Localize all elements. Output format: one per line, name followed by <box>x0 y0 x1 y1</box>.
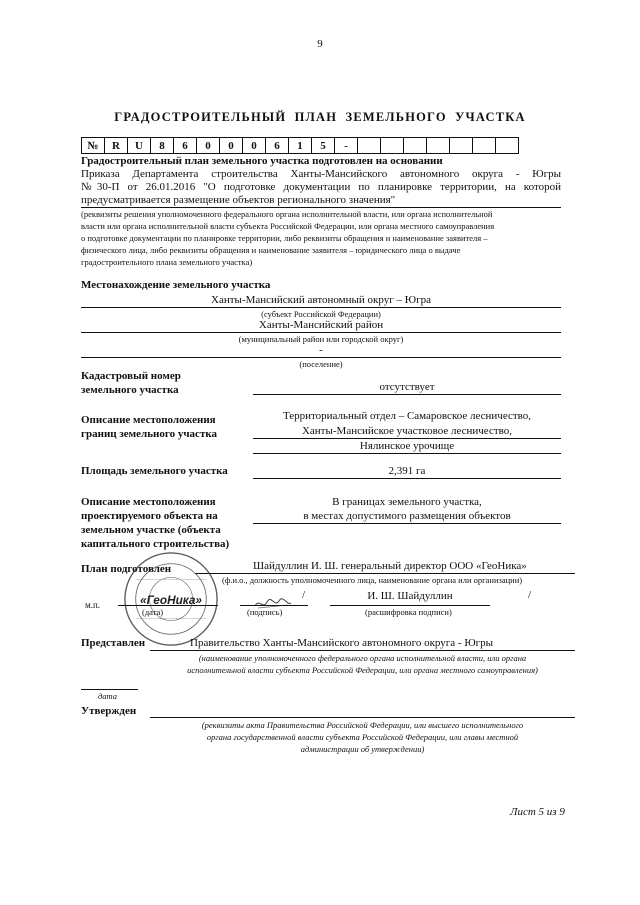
boundaries-value-1: Территориальный отдел – Самаровское лесничество, <box>282 410 532 422</box>
boundaries-label-2: границ земельного участка <box>81 428 218 440</box>
object-line <box>253 523 561 524</box>
cadastral-label-1: Кадастровый номер <box>81 370 181 382</box>
district-line <box>81 332 561 333</box>
plan-number-cell <box>473 138 496 154</box>
plan-number-cell <box>381 138 404 154</box>
subject-line <box>81 307 561 308</box>
approved-note-2: органа государственной власти субъекта Российской Федерации, или главы местной <box>206 732 519 742</box>
prepared-value: Шайдуллин И. Ш. генеральный директор ООО «ГеоНика» <box>253 560 527 572</box>
cadastral-value: отсутствует <box>379 381 435 393</box>
area-line <box>253 478 561 479</box>
boundaries-label-1: Описание местоположения <box>81 414 216 426</box>
location-subject: Ханты-Мансийский автономный округ – Югра <box>211 294 431 306</box>
basis-heading: Градостроительный план земельного участка подготовлен на основании <box>81 155 443 167</box>
cadastral-label-2: земельного участка <box>81 384 179 396</box>
boundaries-value-2: Ханты-Мансийское участковое лесничество, <box>301 425 513 437</box>
sign-slash-2: / <box>528 589 532 601</box>
boundaries-line-2 <box>253 453 561 454</box>
object-label-2: проектируемого объекта на <box>81 510 218 522</box>
area-label: Площадь земельного участка <box>81 465 228 477</box>
plan-number-cell <box>427 138 450 154</box>
basis-underline <box>81 207 561 208</box>
date-note: (дата) <box>142 607 164 617</box>
plan-number-cell: 0 <box>197 138 220 154</box>
plan-number-cell: - <box>335 138 358 154</box>
prepared-label: План подготовлен <box>81 563 172 575</box>
basis-line-2: №30-П от 26.01.2016 "О подготовке документации по планировке территории, на которой <box>81 181 561 193</box>
plan-number-cell: 6 <box>174 138 197 154</box>
plan-number-cell: U <box>128 138 151 154</box>
decode-note: (расшифровка подписи) <box>365 607 452 617</box>
boundaries-line-1 <box>253 438 561 439</box>
plan-number-cell: 5 <box>312 138 335 154</box>
basis-note-2: власти или органа исполнительной власти субъекта Российской Федерации, или органа местного самоуправления <box>81 221 495 231</box>
plan-number-cell: 8 <box>151 138 174 154</box>
approved-label: Утвержден <box>81 705 137 717</box>
basis-note-1: (реквизиты решения уполномоченного федерального органа исполнительной власти, или органа исполнительной <box>81 209 493 219</box>
plan-number-cell: № <box>82 138 105 154</box>
plan-number-cell: 0 <box>243 138 266 154</box>
submitted-note-2: исполнительной власти субъекта Российской Федерации, или органа местного самоуправления) <box>187 665 538 675</box>
plan-number-cell: 1 <box>289 138 312 154</box>
location-district: Ханты-Мансийский район <box>258 319 384 331</box>
page-number: 9 <box>317 38 323 50</box>
basis-note-4: физического лица, либо реквизиты обращения и наименование заявителя – юридического лица о выдаче <box>81 245 461 255</box>
location-settlement: - <box>319 344 323 356</box>
approved-note-3: администрации об утверждении) <box>300 744 425 754</box>
settlement-note: (поселение) <box>299 359 343 369</box>
basis-note-5: градостроительного плана земельного участка) <box>81 257 253 267</box>
submitted-date-line <box>81 689 138 690</box>
object-label-1: Описание местоположения <box>81 496 216 508</box>
submitted-value: Правительство Ханты-Мансийского автономного округа - Югры <box>190 637 494 649</box>
sheet-label: Лист 5 из 9 <box>510 806 565 818</box>
district-note: (муниципальный район или городской округ) <box>238 334 404 344</box>
plan-number-cell: 6 <box>266 138 289 154</box>
area-value: 2,391 га <box>388 465 426 477</box>
submitted-note-1: (наименование уполномоченного федерального органа исполнительной власти, или органа <box>198 653 527 663</box>
approved-line <box>150 717 575 718</box>
company-stamp <box>122 550 220 648</box>
basis-line-3: предусматривается размещение объектов регионального значения" <box>81 194 396 206</box>
submitted-label: Представлен <box>81 637 146 649</box>
decoded-name: И. Ш. Шайдуллин <box>367 590 453 602</box>
object-label-4: капитального строительства) <box>81 538 230 550</box>
object-label-3: земельном участке (объекта <box>81 524 221 536</box>
submitted-date-note: дата <box>98 691 118 701</box>
settlement-line <box>81 357 561 358</box>
signature-note: (подпись) <box>247 607 283 617</box>
cadastral-line <box>253 394 561 395</box>
sign-slash-1: / <box>302 589 306 601</box>
plan-number-cell <box>358 138 381 154</box>
prepared-note: (ф.и.о., должность уполномоченного лица, наименование органа или организации) <box>222 575 523 585</box>
object-value-1: В границах земельного участка, <box>332 496 482 508</box>
decode-line <box>330 605 490 606</box>
basis-note-3: о подготовке документации по планировке территории, либо реквизиты обращения и наименование заявителя – <box>81 233 488 243</box>
prepared-line <box>195 573 575 574</box>
stamp-text: «ГеоНика» <box>140 593 202 607</box>
subject-note: (субъект Российской Федерации) <box>261 309 381 319</box>
mp-label: м.п. <box>85 600 101 610</box>
plan-number-cell: R <box>105 138 128 154</box>
plan-number-cell: 0 <box>220 138 243 154</box>
plan-number-cell <box>496 138 519 154</box>
plan-number-cell <box>450 138 473 154</box>
basis-line-1: Приказа Департамента строительства Ханты-Мансийского автономного округа - Югры <box>81 168 561 180</box>
location-heading: Местонахождение земельного участка <box>81 279 271 291</box>
object-value-2: в местах допустимого размещения объектов <box>303 510 511 522</box>
document-title: ГРАДОСТРОИТЕЛЬНЫЙ ПЛАН ЗЕМЕЛЬНОГО УЧАСТКА <box>114 110 526 124</box>
signature-line <box>240 605 308 606</box>
plan-number-grid <box>81 137 519 154</box>
plan-number-cell <box>404 138 427 154</box>
approved-note-1: (реквизиты акта Правительства Российской Федерации, или высшего исполнительного <box>201 720 524 730</box>
boundaries-value-3: Нялинское урочище <box>359 440 455 452</box>
submitted-line <box>150 650 575 651</box>
